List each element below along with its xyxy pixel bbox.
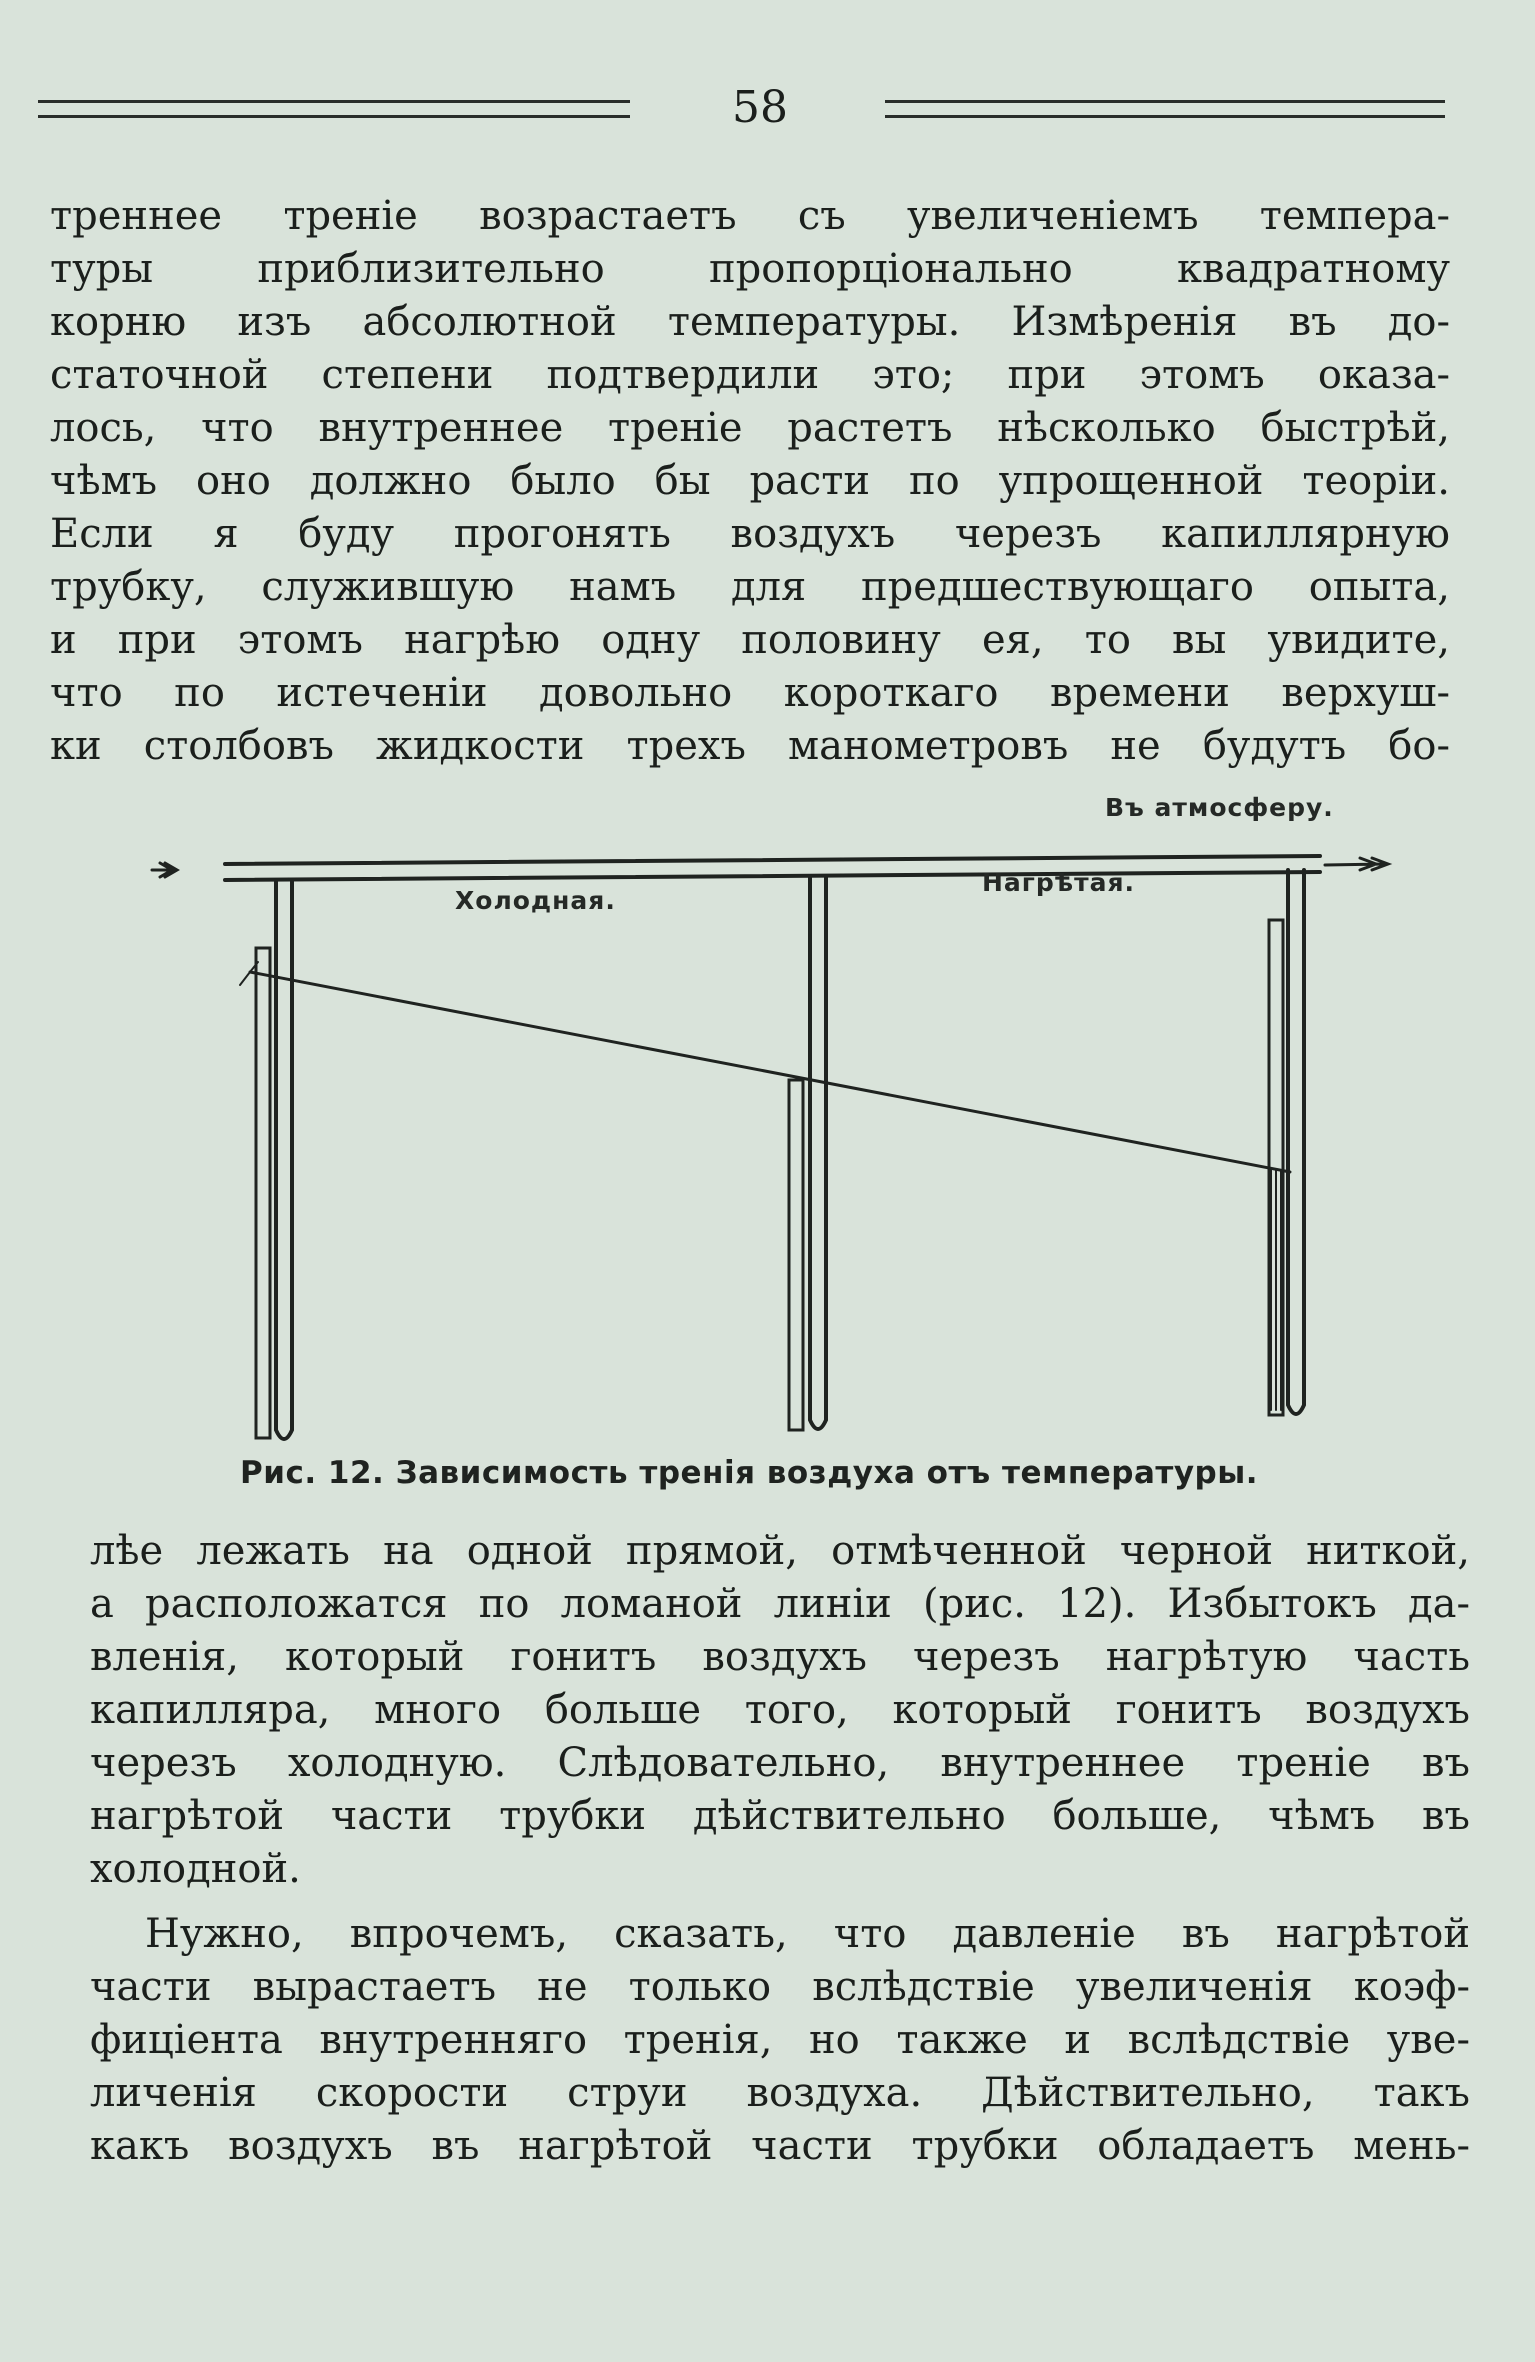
manometer-middle-tube	[810, 876, 826, 1429]
header-rule-left	[38, 100, 630, 118]
black-thread-line	[250, 972, 1290, 1172]
text-line: капилляра, много больше того, который гонитъ воздухъ	[90, 1687, 1470, 1733]
text-line: а расположатся по ломаной линіи (рис. 12). Избытокъ да-	[90, 1581, 1470, 1627]
text-line: части вырастаетъ не только вслѣдствіе увеличенія коэф-	[90, 1964, 1470, 2010]
top-text-block	[50, 190, 1450, 773]
text-line: лось, что внутреннее треніе растетъ нѣсколько быстрѣй,	[50, 405, 1450, 451]
figure-12	[0, 780, 1535, 1480]
text-line: вленія, который гонитъ воздухъ черезъ нагрѣтую часть	[90, 1634, 1470, 1680]
outflow-arrow	[1325, 858, 1388, 870]
text-line: какъ воздухъ въ нагрѣтой части трубки обладаетъ мень-	[90, 2123, 1470, 2169]
label-atmosphere: Въ атмосферу.	[1105, 793, 1334, 822]
text-line: статочной степени подтвердили это; при этомъ оказа-	[50, 352, 1450, 398]
manometer-left-tube	[276, 880, 292, 1439]
liquid-column-left	[256, 948, 270, 1438]
text-line: ки столбовъ жидкости трехъ манометровъ не будутъ бо-	[50, 723, 1450, 769]
text-line: Нужно, впрочемъ, сказать, что давленіе въ нагрѣтой	[145, 1911, 1470, 1957]
label-cold: Холодная.	[455, 886, 616, 915]
header-rule-right	[885, 100, 1445, 118]
label-heated: Нагрѣтая.	[982, 868, 1136, 897]
text-line: фиціента внутренняго тренія, но также и вслѣдствіе уве-	[90, 2017, 1470, 2063]
liquid-column-middle	[789, 1080, 803, 1430]
inflow-arrow	[152, 863, 177, 877]
text-line: корню изъ абсолютной температуры. Измѣренія въ до-	[50, 299, 1450, 345]
page-number: 58	[732, 82, 788, 133]
text-line: что по истеченіи довольно короткаго времени верхуш-	[50, 670, 1450, 716]
text-line: туры приблизительно пропорціонально квадратному	[50, 246, 1450, 292]
text-line: треннее треніе возрастаетъ съ увеличеніемъ темпера-	[50, 193, 1450, 239]
manometer-right-tube	[1288, 870, 1304, 1414]
text-line: чѣмъ оно должно было бы расти по упрощенной теоріи.	[50, 458, 1450, 504]
text-line: Если я буду прогонять воздухъ черезъ капиллярную	[50, 511, 1450, 557]
text-line: личенія скорости струи воздуха. Дѣйствительно, такъ	[90, 2070, 1470, 2116]
text-line: холодной.	[90, 1846, 301, 1892]
text-line: и при этомъ нагрѣю одну половину ея, то вы увидите,	[50, 617, 1450, 663]
liquid-fill-right	[1271, 1170, 1281, 1410]
capillary-bottom-edge	[225, 872, 1320, 880]
bottom-text-block	[90, 1525, 1470, 2173]
text-line: трубку, служившую намъ для предшествующаго опыта,	[50, 564, 1450, 610]
capillary-top-edge	[225, 856, 1320, 864]
manometer-diagram	[0, 780, 1535, 1480]
text-line: лѣе лежать на одной прямой, отмѣченной черной ниткой,	[90, 1528, 1470, 1574]
text-line: нагрѣтой части трубки дѣйствительно больше, чѣмъ въ	[90, 1793, 1470, 1839]
figure-caption: Рис. 12. Зависимость тренія воздуха отъ температуры.	[240, 1455, 1259, 1491]
text-line: черезъ холодную. Слѣдовательно, внутреннее треніе въ	[90, 1740, 1470, 1786]
